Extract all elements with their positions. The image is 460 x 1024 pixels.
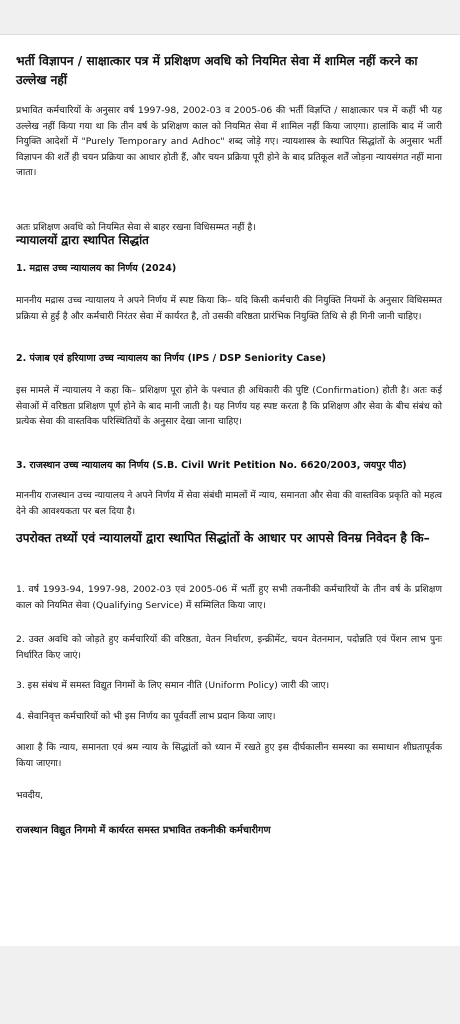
request-item-1: 1. वर्ष 1993-94, 1997-98, 2002-03 एवं 2005-06 में भर्ती हुए सभी तकनीकी कर्मचारियों के तीन वर्ष के प्रशिक्षण काल को नियमित सेवा (Qualifying Service) में सम्मिलित किया जाए। [16,584,442,611]
request-heading: उपरोक्त तथ्यों एवं न्यायालयों द्वारा स्थापित सिद्धांतों के आधार पर आपसे विनम्र निवेदन है कि– [16,531,430,545]
closing-text: आशा है कि न्याय, समानता एवं श्रम न्याय के सिद्धांतों को ध्यान में रखते हुए इस दीर्घकालीन समस्या का समाधान शीघ्रतापूर्वक किया जाएगा। [16,742,442,769]
paragraph-conclusion: अतः प्रशिक्षण अवधि को नियमित सेवा से बाहर रखना विधिसम्मत नहीं है। [16,222,256,233]
salutation: भवदीय, [16,790,44,801]
case-2-text: इस मामले में न्यायालय ने कहा कि– प्रशिक्षण पूरा होने के पश्चात ही अधिकारी की पुष्टि (Confirmation) होती है। अतः कई सेवाओं में वरिष्ठता प्रशिक्षण पूर्ण होने के बाद मानी जाती है। यह निर्णय यह स्पष्ट करता है कि प्रशिक्षण और सेवा के बीच संबंध को प्रत्येक सेवा की वास्तविक परिस्थितियों के अनुसार देखा जाना चाहिए। [16,385,442,428]
top-margin [0,0,460,34]
document-page [0,34,460,947]
request-item-4: 4. सेवानिवृत्त कर्मचारियों को भी इस निर्णय का पूर्ववर्ती लाभ प्रदान किया जाए। [16,711,276,722]
case-3-heading: 3. राजस्थान उच्च न्यायालय का निर्णय (S.B. Civil Writ Petition No. 6620/2003, जयपुर पीठ) [16,460,407,471]
section-heading-principles: न्यायालयों द्वारा स्थापित सिद्धांत [16,233,149,247]
signature: राजस्थान विद्युत निगमो में कार्यरत समस्त प्रभावित तकनीकी कर्मचारीगण [16,825,271,836]
request-item-3: 3. इस संबंध में समस्त विद्युत निगमों के लिए समान नीति (Uniform Policy) जारी की जाए। [16,680,330,691]
case-1-heading: 1. मद्रास उच्च न्यायालय का निर्णय (2024) [16,263,177,274]
case-3-text: माननीय राजस्थान उच्च न्यायालय ने अपने निर्णय में सेवा संबंधी मामलों में न्याय, समानता और सेवा की वास्तविक प्रकृति को महत्व देने की आवश्यकता पर बल दिया है। [16,490,442,517]
case-1-text: माननीय मद्रास उच्च न्यायालय ने अपने निर्णय में स्पष्ट किया कि– यदि किसी कर्मचारी की नियुक्ति नियमों के अनुसार विधिसम्मत प्रक्रिया से हुई है और कर्मचारी निरंतर सेवा में कार्यरत है, तो उसकी वरिष्ठता प्रारंभिक नियुक्ति तिथि से ही गिनी जानी चाहिए। [16,295,442,322]
case-2-heading: 2. पंजाब एवं हरियाणा उच्च न्यायालय का निर्णय (IPS / DSP Seniority Case) [16,353,327,364]
bottom-margin [0,946,460,1024]
paragraph-recruitment-terms: प्रभावित कर्मचारियों के अनुसार वर्ष 1997-98, 2002-03 व 2005-06 की भर्ती विज्ञप्ति / साक्षात्कार पत्र में कहीं भी यह उल्लेख नहीं किया गया था कि तीन वर्ष के प्रशिक्षण काल को नियमित सेवा में शामिल नहीं किया जाएगा। हालांकि बाद में जारी नियुक्ति आदेशों में "Purely Temporary and Adhoc" शब्द जोड़े गए। न्यायशास्त्र के स्थापित सिद्धांतों के अनुसार भर्ती विज्ञापन की शर्तें ही चयन प्रक्रिया का आधार होती हैं, और चयन प्रक्रिया पूरी होने के बाद प्रतिकूल शर्तें जोड़ना न्यायसंगत नहीं माना जाता। [16,105,442,179]
request-item-2: 2. उक्त अवधि को जोड़ते हुए कर्मचारियों की वरिष्ठता, वेतन निर्धारण, इन्क्रीमेंट, चयन वेतनमान, पदोन्नति एवं पेंशन लाभ पुनः निर्धारित किए जाएं। [16,634,442,661]
document-title: भर्ती विज्ञापन / साक्षात्कार पत्र में प्रशिक्षण अवधि को नियमित सेवा में शामिल नहीं करने का उल्लेख नहीं [16,54,418,87]
